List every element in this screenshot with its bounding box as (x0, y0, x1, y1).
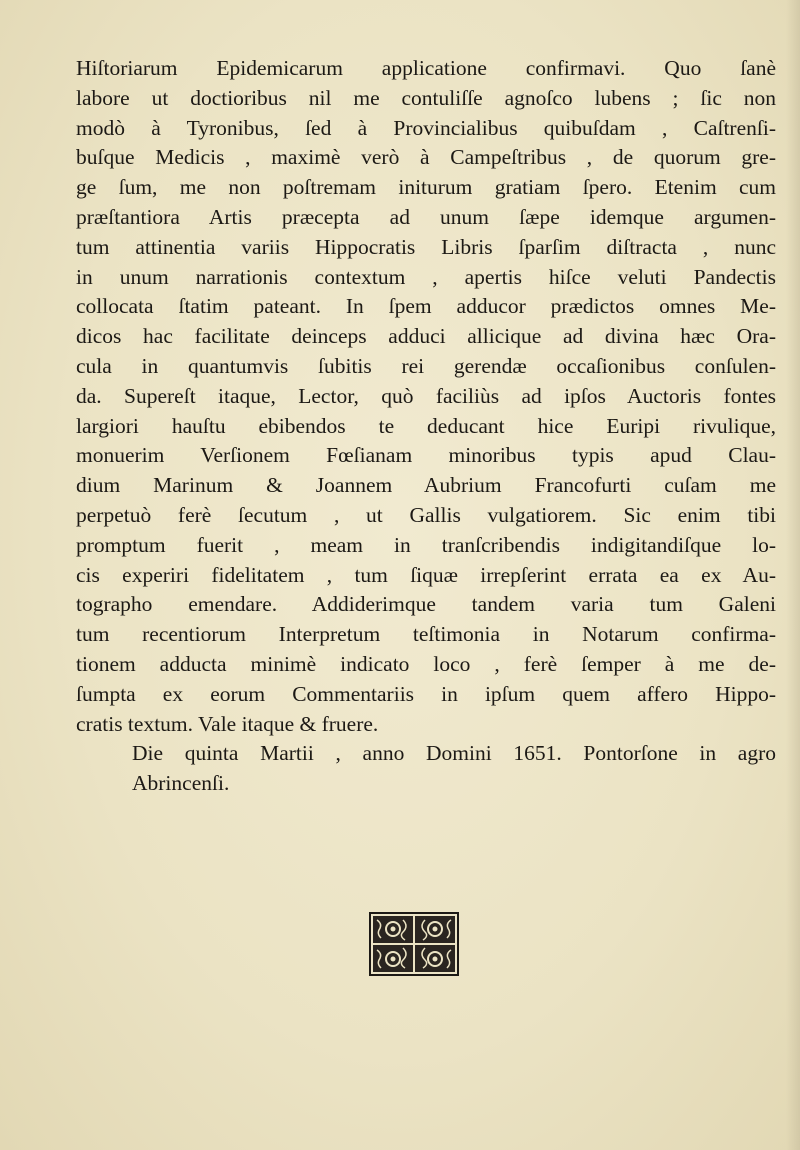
text-line: buſque Medicis , maximè verò à Campeſtribus , de quorum gre- (76, 145, 776, 170)
text-line: tionem adducta minimè indicato loco , ferè ſemper à me de- (76, 651, 776, 676)
text-line: collocata ſtatim pateant. In ſpem adducor prædictos omnes Me- (76, 294, 776, 319)
text-line: cis experiri fidelitatem , tum ſiquæ irrepſerint errata ea ex Au- (76, 562, 776, 587)
place-line: Abrincenſi. (132, 771, 230, 796)
text-line: tum recentiorum Interpretum teſtimonia in Notarum confirma- (76, 622, 776, 647)
text-line: modò à Tyronibus, ſed à Provincialibus quibuſdam , Caſtrenſi- (76, 115, 776, 140)
text-line: perpetuò ferè ſecutum , ut Gallis vulgatiorem. Sic enim tibi (76, 502, 776, 527)
text-line: tum attinentia variis Hippocratis Libris ſparſim diſtracta , nunc (76, 234, 776, 259)
text-line: præſtantiora Artis præcepta ad unum ſæpe idemque argumen- (76, 204, 776, 229)
text-line: da. Supereſt itaque, Lector, quò faciliùs ad ipſos Auctoris fontes (76, 383, 776, 408)
text-line: largiori hauſtu ebibendos te deducant hice Euripi rivulique, (76, 413, 776, 438)
text-line: dium Marinum & Joannem Aubrium Francofurti cuſam me (76, 473, 776, 498)
text-line: cula in quantumvis ſubitis rei gerendæ occaſionibus conſulen- (76, 353, 776, 378)
page-edge-shadow (786, 0, 800, 1150)
printers-ornament-icon (369, 912, 459, 976)
text-line: ſumpta ex eorum Commentariis in ipſum quem affero Hippo- (76, 681, 776, 706)
date-line: Die quinta Martii , anno Domini 1651. Pontorſone in agro (132, 741, 776, 766)
text-line: promptum fuerit , meam in tranſcribendis indigitandiſque lo- (76, 532, 776, 557)
text-line: ge ſum, me non poſtremam initurum gratiam ſpero. Etenim cum (76, 175, 776, 200)
text-line: dicos hac facilitate deinceps adduci allicique ad divina hæc Ora- (76, 324, 776, 349)
text-line: in unum narrationis contextum , apertis hiſce veluti Pandectis (76, 264, 776, 289)
text-line: tographo emendare. Addiderimque tandem varia tum Galeni (76, 592, 776, 617)
text-line: Hiſtoriarum Epidemicarum applicatione confirmavi. Quo ſanè (76, 56, 776, 80)
preface-text (76, 54, 776, 799)
text-line: monuerim Verſionem Fœſianam minoribus typis apud Clau- (76, 443, 776, 468)
text-line: cratis textum. Vale itaque & fruere. (76, 711, 379, 736)
text-line: labore ut doctioribus nil me contuliſſe agnoſco lubens ; ſic non (76, 85, 776, 110)
